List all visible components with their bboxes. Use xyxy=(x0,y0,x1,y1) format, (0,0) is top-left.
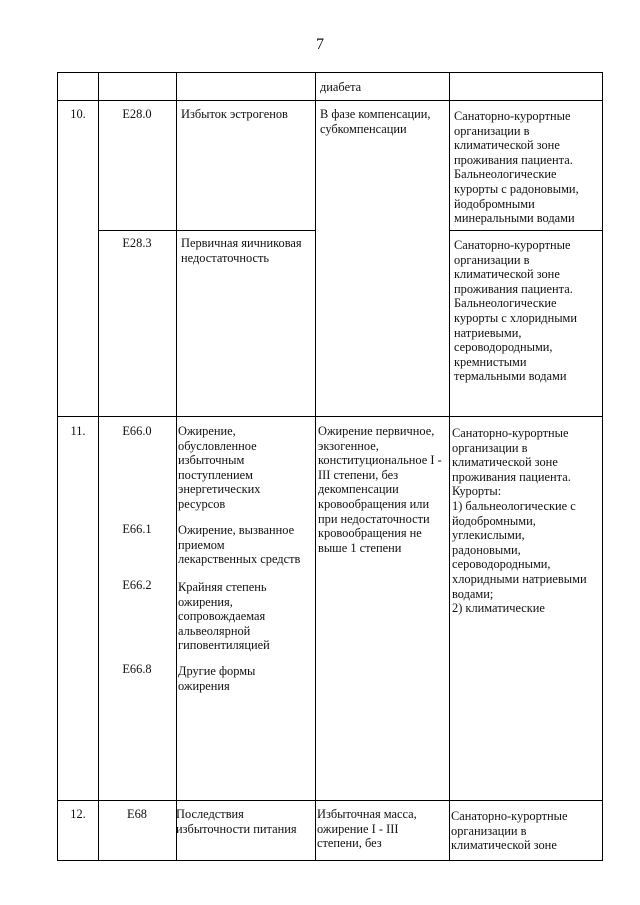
table-border-bottom xyxy=(57,860,603,861)
row-divider xyxy=(449,230,603,231)
page-number: 7 xyxy=(316,36,324,53)
diagnosis-name: Ожирение, обусловленное избыточным поступлением энергетических ресурсов xyxy=(178,424,261,511)
diagnosis-code: E28.3 xyxy=(122,236,152,250)
row-divider xyxy=(57,416,603,417)
row-number: 12. xyxy=(70,807,86,821)
column-divider xyxy=(176,72,177,861)
resort-recommendation: Санаторно-курортные организации в климатической зоне проживания пациента. Бальнеологические курорты с радоновыми, йодобромными минеральными водами xyxy=(454,109,579,226)
diagnosis-code: E68 xyxy=(127,807,147,821)
resort-recommendation: Санаторно-курортные организации в климатической зоне проживания пациента. Бальнеологические курорты с хлоридными натриевыми, сероводородными, кремнистыми термальными водами xyxy=(454,238,578,384)
medical-criteria: Ожирение первичное, экзогенное, конституциональное I - III степени, без декомпенсации кровообращения или при недостаточности кровообращения не выше 1 степени xyxy=(318,424,442,555)
medical-criteria: Избыточная масса, ожирение I - III степени, без xyxy=(317,807,417,851)
diagnosis-code: E66.1 xyxy=(122,522,152,536)
row-number: 10. xyxy=(70,107,86,121)
diagnosis-code: E66.8 xyxy=(122,662,152,676)
row-divider xyxy=(98,230,316,231)
resort-recommendation: Санаторно-курортные организации в климатической зоне xyxy=(451,809,568,853)
column-divider xyxy=(449,72,450,861)
row-number: 11. xyxy=(70,424,86,438)
diagnosis-code: E66.0 xyxy=(122,424,152,438)
column-divider xyxy=(315,72,316,861)
diagnosis-name: Первичная яичниковая недостаточность xyxy=(181,236,302,265)
diagnosis-name: Другие формы ожирения xyxy=(178,664,256,693)
diagnosis-name: Избыток эстрогенов xyxy=(181,107,288,121)
diagnosis-name: Последствия избыточности питания xyxy=(176,807,297,836)
resort-recommendation: Санаторно-курортные организации в климатической зоне проживания пациента. Курорты: 1) бальнеологические с йодобромными, углекислыми, радоновыми, сероводородными, хлоридными натриевыми водами; 2) климатические xyxy=(452,426,587,616)
table-border-left xyxy=(57,72,58,861)
medical-criteria: В фазе компенсации, субкомпенсации xyxy=(320,107,431,136)
row-divider xyxy=(57,100,603,101)
continued-criteria: диабета xyxy=(320,80,362,94)
diagnosis-name: Крайняя степень ожирения, сопровождаемая альвеолярной гиповентиляцией xyxy=(178,580,270,653)
table-border-top xyxy=(57,72,603,73)
diagnosis-code: E66.2 xyxy=(122,578,152,592)
diagnosis-code: E28.0 xyxy=(122,107,152,121)
column-divider xyxy=(98,72,99,861)
diagnosis-name: Ожирение, вызванное приемом лекарственных средств xyxy=(178,523,301,567)
row-divider xyxy=(57,800,603,801)
table-border-right xyxy=(602,72,603,861)
